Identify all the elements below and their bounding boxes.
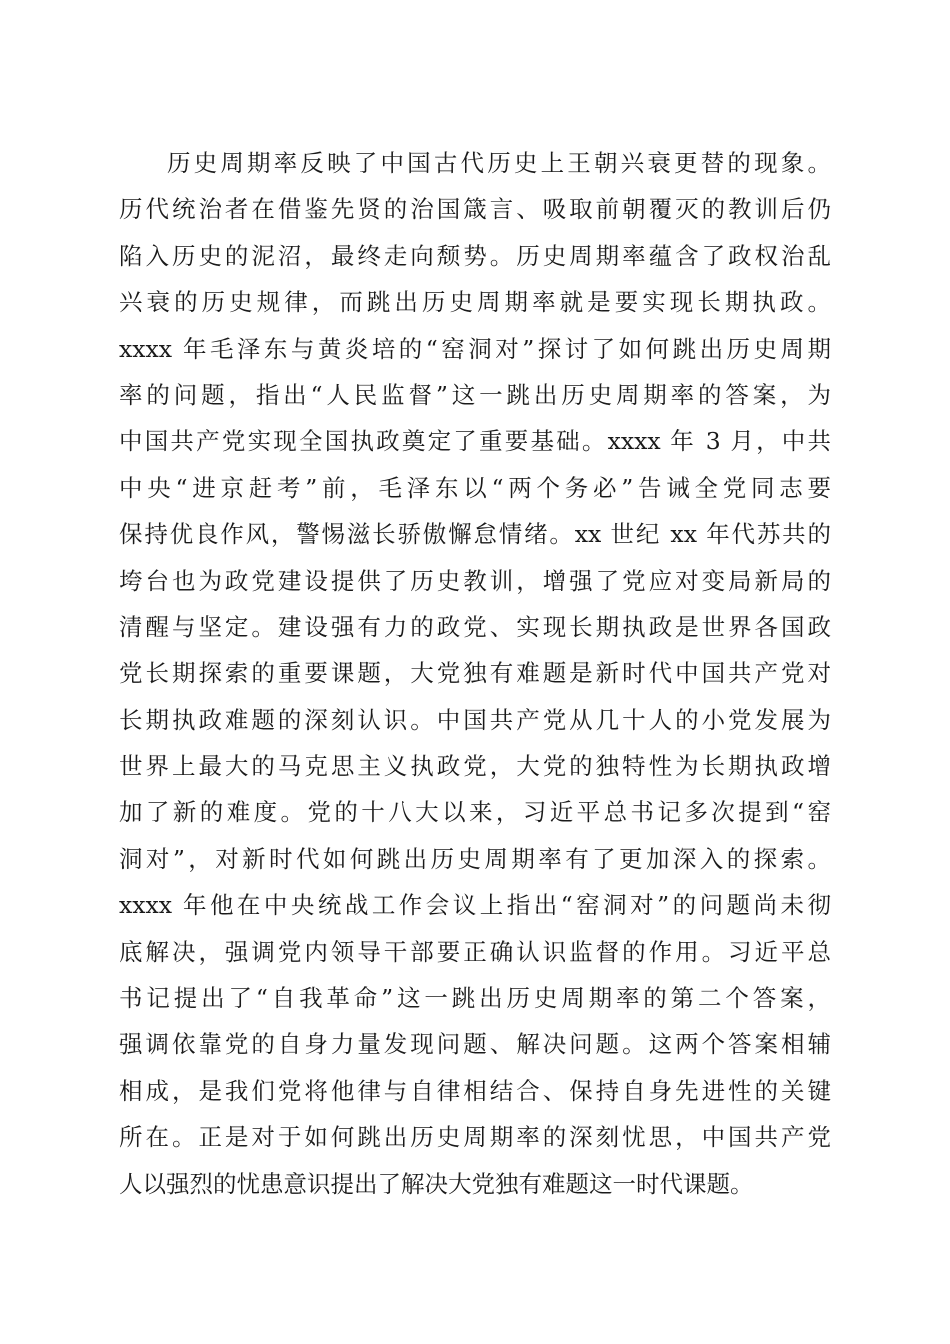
paragraph-line: 长期执政难题的深刻认识。中国共产党从几十人的小党发展为 <box>119 705 831 734</box>
paragraph-line: 书记提出了“自我革命”这一跳出历史周期率的第二个答案， <box>119 984 831 1013</box>
paragraph-line: 兴衰的历史规律，而跳出历史周期率就是要实现长期执政。 <box>119 288 831 317</box>
paragraph-line: xxxx 年他在中央统战工作会议上指出“窑洞对”的问题尚未彻 <box>119 891 831 920</box>
paragraph-line: 党长期探索的重要课题，大党独有难题是新时代中国共产党对 <box>119 659 831 688</box>
paragraph-line: 底解决，强调党内领导干部要正确认识监督的作用。习近平总 <box>119 937 831 966</box>
paragraph-line: 加了新的难度。党的十八大以来，习近平总书记多次提到“窑 <box>119 798 831 827</box>
paragraph-line: 率的问题，指出“人民监督”这一跳出历史周期率的答案，为 <box>119 380 831 409</box>
paragraph-line: 强调依靠党的自身力量发现问题、解决问题。这两个答案相辅 <box>119 1030 831 1059</box>
paragraph-line: 中国共产党实现全国执政奠定了重要基础。xxxx 年 3 月，中共 <box>119 427 831 456</box>
paragraph-line: 历代统治者在借鉴先贤的治国箴言、吸取前朝覆灭的教训后仍 <box>119 195 831 224</box>
paragraph-line: 清醒与坚定。建设强有力的政党、实现长期执政是世界各国政 <box>119 612 831 641</box>
paragraph-line: 人以强烈的忧患意识提出了解决大党独有难题这一时代课题。 <box>119 1169 754 1198</box>
paragraph-line: 洞对”，对新时代如何跳出历史周期率有了更加深入的探索。 <box>119 844 831 873</box>
paragraph-line: 中央“进京赶考”前，毛泽东以“两个务必”告诫全党同志要 <box>119 473 831 502</box>
paragraph-line: 世界上最大的马克思主义执政党，大党的独特性为长期执政增 <box>119 752 831 781</box>
paragraph-line: 历史周期率反映了中国古代历史上王朝兴衰更替的现象。 <box>167 149 831 177</box>
paragraph-line: 垮台也为政党建设提供了历史教训，增强了党应对变局新局的 <box>119 566 831 595</box>
paragraph-line: 相成，是我们党将他律与自律相结合、保持自身先进性的关键 <box>119 1076 831 1105</box>
body-paragraph <box>119 140 831 1207</box>
paragraph-line: xxxx 年毛泽东与黄炎培的“窑洞对”探讨了如何跳出历史周期 <box>119 334 831 363</box>
paragraph-line: 陷入历史的泥沼，最终走向颓势。历史周期率蕴含了政权治乱 <box>119 241 831 270</box>
paragraph-line: 所在。正是对于如何跳出历史周期率的深刻忧思，中国共产党 <box>119 1123 831 1152</box>
paragraph-line: 保持优良作风，警惕滋长骄傲懈怠情绪。xx 世纪 xx 年代苏共的 <box>119 520 831 549</box>
